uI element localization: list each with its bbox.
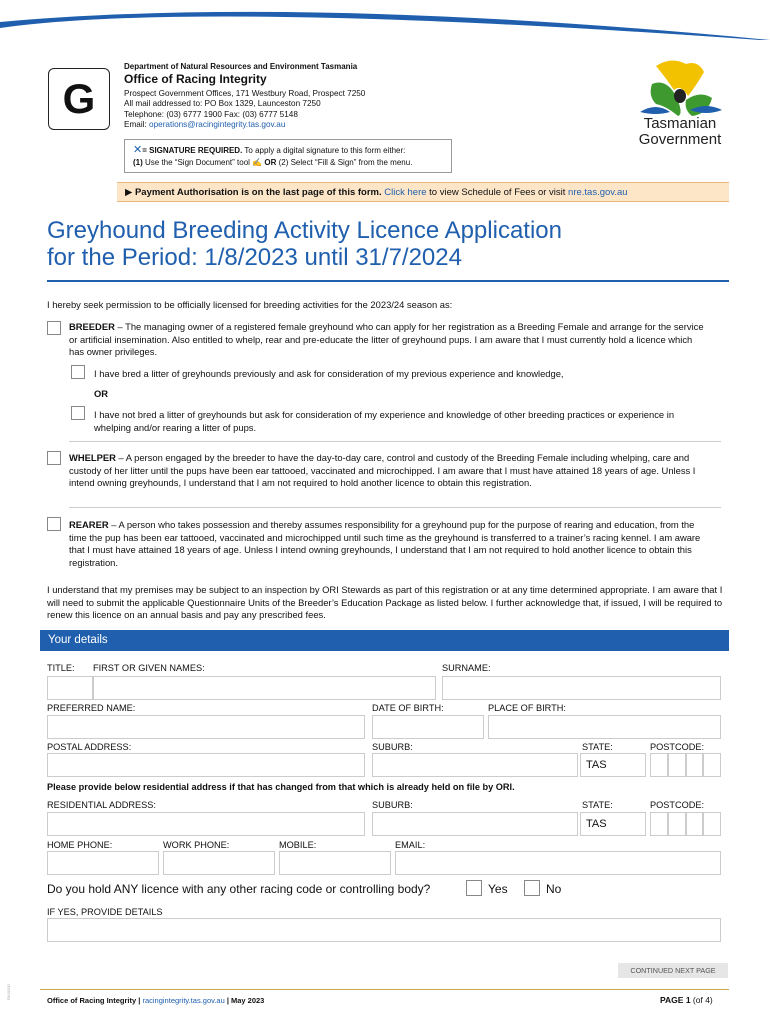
- your-details-heading: Your details: [40, 630, 729, 651]
- option-or: OR: [264, 158, 277, 167]
- postal-postcode-digit[interactable]: [703, 753, 721, 777]
- residential-postcode-label: POSTCODE:: [650, 800, 705, 810]
- work-phone-field[interactable]: [163, 851, 275, 875]
- surname-field[interactable]: [442, 676, 721, 700]
- title-field[interactable]: [47, 676, 93, 700]
- option-1-number: (1): [133, 158, 143, 167]
- payment-notice-bold: Payment Authorisation is on the last page of this form.: [134, 187, 382, 198]
- phone-fax: Telephone: (03) 6777 1900 Fax: (03) 6777 5148: [124, 109, 298, 119]
- postal-state-label: STATE:: [582, 742, 613, 752]
- whelper-label: WHELPER: [69, 452, 116, 463]
- page-label: PAGE: [660, 995, 686, 1005]
- mobile-label: MOBILE:: [279, 840, 317, 850]
- option-2-text: (2) Select “Fill & Sign” from the menu.: [276, 158, 413, 167]
- pob-field[interactable]: [488, 715, 721, 739]
- breeder-checkbox[interactable]: [47, 321, 61, 335]
- breeder-text: – The managing owner of a registered female greyhound who can apply for her registration as a Breeding Female and arrange for the service or artificial insemination. Also entitled to whelp, rear and pre-educate the litter of greyhound pups. I am aware that I must currently hold a licence which has owner privileges.: [69, 321, 704, 358]
- footer-date: | May 2023: [224, 996, 265, 1005]
- title-line-2: for the Period: 1/8/2023 until 31/7/2024: [47, 244, 462, 271]
- page-total: (of 4): [690, 995, 713, 1005]
- licence-no-label: No: [546, 882, 562, 896]
- residential-postcode-digit[interactable]: [650, 812, 668, 836]
- not-bred-checkbox[interactable]: [71, 406, 85, 420]
- form-letter-badge: G: [48, 68, 110, 130]
- postal-address-field[interactable]: [47, 753, 365, 777]
- breeder-label: BREEDER: [69, 321, 115, 332]
- email-field[interactable]: [395, 851, 721, 875]
- dob-field[interactable]: [372, 715, 484, 739]
- licence-yes-checkbox[interactable]: [466, 880, 482, 896]
- continued-next-page: CONTINUED NEXT PAGE: [618, 963, 728, 978]
- postal-postcode-digit[interactable]: [686, 753, 703, 777]
- rearer-description: [69, 519, 714, 569]
- arrow-right-icon: ▶: [125, 187, 133, 198]
- payment-notice-mid: to view Schedule of Fees or visit: [426, 187, 569, 198]
- work-phone-label: WORK PHONE:: [163, 840, 230, 850]
- payment-notice-bar: [117, 182, 729, 202]
- residential-state-label: STATE:: [582, 800, 613, 810]
- signature-required: = SIGNATURE REQUIRED.: [142, 146, 243, 155]
- rearer-text: – A person who takes possession and thereby assumes responsibility for a greyhound pup for the purpose of rearing and education, from the time the pup has been ear tattooed, vaccinated and microchipped until such time as the greyhound is transferred to a trainer’s racing kennel. I am aware that I must have attained 18 years of age. Unless I intend owning greyhounds, I understand that I am not required to hold another licence to obtain this registration.: [69, 519, 701, 568]
- licence-yes-label: Yes: [488, 882, 508, 896]
- header-swoosh: [0, 0, 770, 50]
- footer-site-link[interactable]: racingintegrity.tas.gov.au: [142, 996, 225, 1005]
- email-link[interactable]: operations@racingintegrity.tas.gov.au: [149, 120, 286, 130]
- contact-block: [124, 89, 365, 131]
- rearer-checkbox[interactable]: [47, 517, 61, 531]
- postal-state-field[interactable]: TAS: [580, 753, 646, 777]
- breeder-description: [69, 321, 709, 359]
- postal-postcode-digit[interactable]: [668, 753, 686, 777]
- signature-notice: [124, 139, 452, 173]
- footer-office: Office of Racing Integrity: [47, 996, 137, 1005]
- page-current: 1: [685, 995, 691, 1005]
- postal-postcode-label: POSTCODE:: [650, 742, 705, 752]
- home-phone-field[interactable]: [47, 851, 159, 875]
- postal-address-label: POSTAL ADDRESS:: [47, 742, 132, 752]
- postal-postcode-digit[interactable]: [650, 753, 668, 777]
- title-divider: [47, 280, 729, 282]
- mail-address: All mail addressed to: PO Box 1329, Launceston 7250: [124, 99, 321, 109]
- footer-separator: |: [136, 996, 143, 1005]
- sign-tool-icon: ✍: [252, 158, 263, 167]
- surname-label: SURNAME:: [442, 663, 491, 673]
- department-name: Department of Natural Resources and Environment Tasmania: [124, 62, 358, 71]
- residential-address-field[interactable]: [47, 812, 365, 836]
- residential-suburb-field[interactable]: [372, 812, 578, 836]
- dob-label: DATE OF BIRTH:: [372, 703, 444, 713]
- residential-suburb-label: SUBURB:: [372, 800, 413, 810]
- signature-instruction: To apply a digital signature to this form either:: [242, 146, 406, 155]
- side-form-code: RIU0000: [6, 984, 11, 1000]
- email-line: [124, 120, 365, 130]
- if-yes-details-field[interactable]: [47, 918, 721, 942]
- residential-postcode-digit[interactable]: [668, 812, 686, 836]
- office-name: Office of Racing Integrity: [124, 72, 267, 86]
- first-names-label: FIRST OR GIVEN NAMES:: [93, 663, 205, 673]
- residential-address-label: RESIDENTIAL ADDRESS:: [47, 800, 156, 810]
- intro-text: I hereby seek permission to be officially licensed for breeding activities for the 2023/24 season as:: [47, 299, 453, 310]
- postal-suburb-label: SUBURB:: [372, 742, 413, 752]
- website-link[interactable]: nre.tas.gov.au: [568, 187, 628, 198]
- title-label: TITLE:: [47, 663, 75, 673]
- home-phone-label: HOME PHONE:: [47, 840, 113, 850]
- email-field-label: EMAIL:: [395, 840, 426, 850]
- option-1-text: Use the “Sign Document” tool: [142, 158, 253, 167]
- rearer-label: REARER: [69, 519, 109, 530]
- bred-previously-text: I have bred a litter of greyhounds previously and ask for consideration of my previous experience and knowledge,: [94, 368, 564, 379]
- bred-previously-checkbox[interactable]: [71, 365, 85, 379]
- logo-wordmark: [620, 116, 740, 148]
- office-address: Prospect Government Offices, 171 Westbury Road, Prospect 7250: [124, 89, 366, 98]
- page-title: [47, 217, 737, 271]
- fees-link[interactable]: Click here: [384, 187, 427, 198]
- footer-divider: [40, 989, 729, 990]
- if-yes-label: IF YES, PROVIDE DETAILS: [47, 907, 163, 917]
- residential-state-field[interactable]: TAS: [580, 812, 646, 836]
- title-line-1: Greyhound Breeding Activity Licence Application: [47, 217, 562, 244]
- pob-label: PLACE OF BIRTH:: [488, 703, 566, 713]
- licence-no-checkbox[interactable]: [524, 880, 540, 896]
- section-divider: [69, 441, 721, 442]
- logo-line-2: Government: [638, 131, 722, 148]
- not-bred-text: I have not bred a litter of greyhounds but ask for consideration of my experience and knowledge of other breeding practices or experience in whelping and/or rearing a litter of pups.: [94, 409, 675, 433]
- residential-postcode-digit[interactable]: [703, 812, 721, 836]
- logo-line-1: Tasmanian: [643, 115, 717, 132]
- footer-left: [47, 996, 264, 1005]
- residential-postcode-digit[interactable]: [686, 812, 703, 836]
- pen-cross-icon: ✕: [133, 144, 143, 156]
- mobile-field[interactable]: [279, 851, 391, 875]
- page-number: [660, 995, 713, 1005]
- section-divider: [69, 507, 721, 508]
- postal-suburb-field[interactable]: [372, 753, 578, 777]
- residential-note: Please provide below residential address if that has changed from that which is already held on file by ORI.: [47, 782, 515, 792]
- whelper-description: [69, 452, 714, 490]
- first-names-field[interactable]: [93, 676, 436, 700]
- whelper-text: – A person engaged by the breeder to have the day-to-day care, control and custody of the Breeding Female including whelping, care and custody of her litter until the pups have been ear tattooed, vaccinated and microchipped. I am aware that I must have attained 18 years of age. Unless I intend owning greyhounds, I understand that I am not required to hold another licence to obtain this registration.: [69, 452, 696, 489]
- preferred-name-label: PREFERRED NAME:: [47, 703, 136, 713]
- acknowledgement-text: I understand that my premises may be subject to an inspection by ORI Stewards as part of this registration or at any time determined appropriate. I am aware that I will need to submit the applicable Questionnaire Units of the Breeder’s Education Package as listed below. I further acknowledge that, if issued, I will be required to renew this licence on an annual basis and pay any prescribed fees.: [47, 584, 723, 621]
- breeder-or: OR: [94, 388, 109, 399]
- licence-question: Do you hold ANY licence with any other racing code or controlling body?: [47, 882, 431, 896]
- preferred-name-field[interactable]: [47, 715, 365, 739]
- whelper-checkbox[interactable]: [47, 451, 61, 465]
- email-label: Email:: [124, 120, 150, 130]
